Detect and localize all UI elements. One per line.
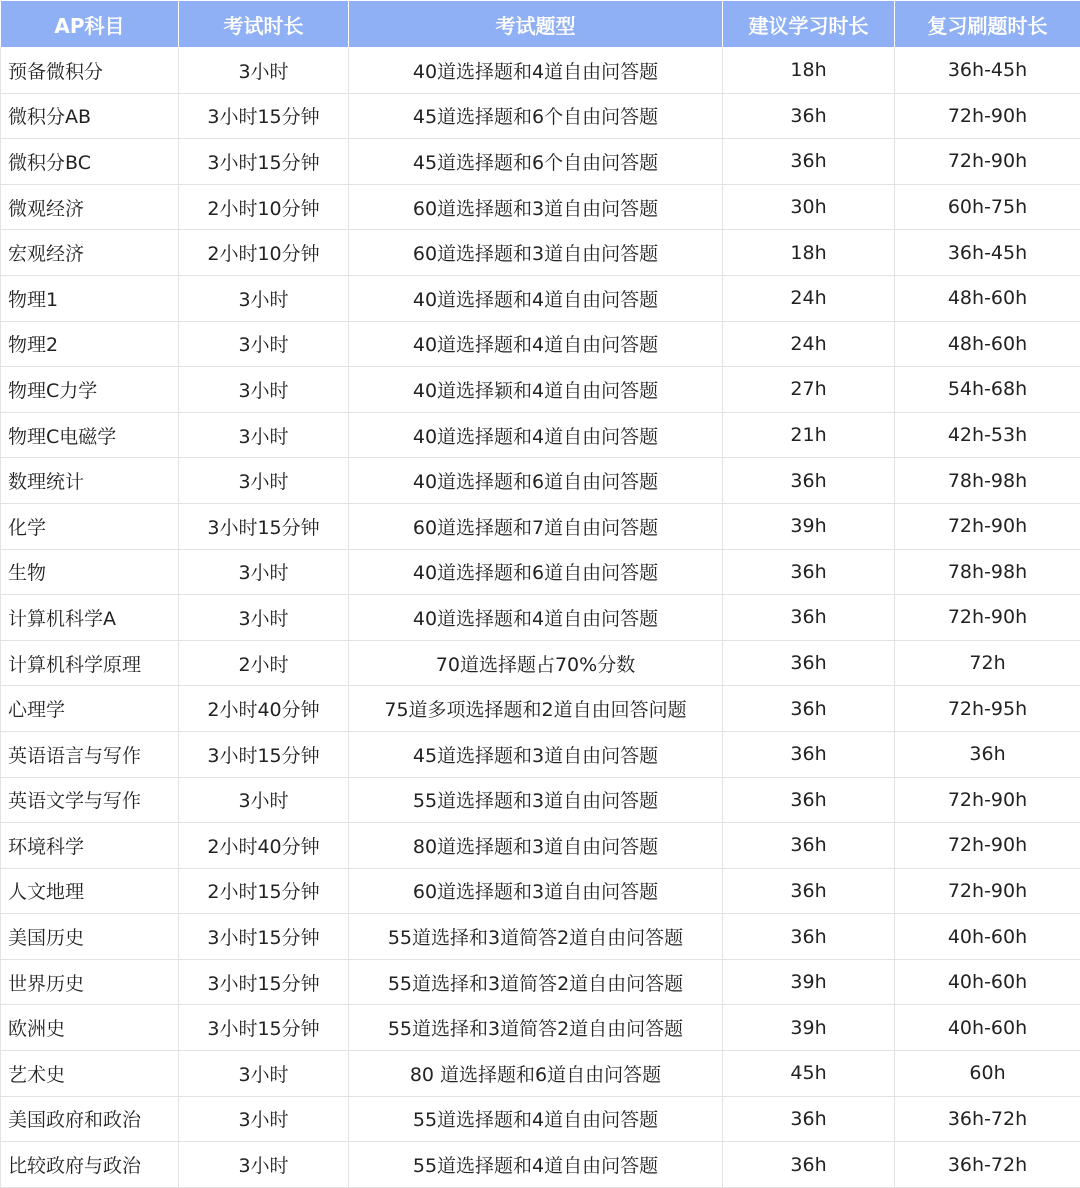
cell-study-hours: 36h <box>723 914 895 960</box>
cell-study-hours: 36h <box>723 1096 895 1142</box>
cell-review-hours: 40h-60h <box>895 1005 1080 1051</box>
cell-study-hours: 36h <box>723 93 895 139</box>
cell-exam-duration: 2小时 <box>179 640 349 686</box>
cell-question-format: 60道选择题和3道自由问答题 <box>349 184 723 230</box>
cell-question-format: 55道选择和3道简答2道自由问答题 <box>349 1005 723 1051</box>
cell-question-format: 55道选择题和4道自由问答题 <box>349 1096 723 1142</box>
cell-question-format: 55道选择题和3道自由问答题 <box>349 777 723 823</box>
cell-question-format: 80道选择题和3道自由问答题 <box>349 823 723 869</box>
cell-question-format: 55道选择题和4道自由问答题 <box>349 1142 723 1188</box>
cell-subject: 物理C力学 <box>1 367 179 413</box>
cell-exam-duration: 3小时 <box>179 412 349 458</box>
cell-question-format: 80 道选择题和6道自由问答题 <box>349 1051 723 1097</box>
cell-subject: 生物 <box>1 549 179 595</box>
table-row <box>1 640 1080 686</box>
table-row <box>1 458 1080 504</box>
cell-exam-duration: 3小时15分钟 <box>179 1005 349 1051</box>
cell-question-format: 55道选择和3道简答2道自由问答题 <box>349 959 723 1005</box>
cell-review-hours: 72h-90h <box>895 595 1080 641</box>
cell-question-format: 70道选择题占70%分数 <box>349 640 723 686</box>
cell-exam-duration: 2小时40分钟 <box>179 686 349 732</box>
cell-review-hours: 54h-68h <box>895 367 1080 413</box>
cell-question-format: 40道选择题和4道自由问答题 <box>349 321 723 367</box>
cell-study-hours: 18h <box>723 48 895 94</box>
table-row <box>1 686 1080 732</box>
cell-review-hours: 72h-95h <box>895 686 1080 732</box>
cell-exam-duration: 2小时15分钟 <box>179 868 349 914</box>
table-row <box>1 777 1080 823</box>
cell-question-format: 40道选择题和4道自由问答题 <box>349 48 723 94</box>
cell-review-hours: 40h-60h <box>895 914 1080 960</box>
cell-exam-duration: 3小时15分钟 <box>179 731 349 777</box>
header-question-format: 考试题型 <box>349 1 723 48</box>
cell-study-hours: 36h <box>723 731 895 777</box>
table-row <box>1 93 1080 139</box>
cell-study-hours: 36h <box>723 823 895 869</box>
table-row <box>1 868 1080 914</box>
cell-review-hours: 36h <box>895 731 1080 777</box>
cell-subject: 艺术史 <box>1 1051 179 1097</box>
cell-question-format: 75道多项选择题和2道自由回答问题 <box>349 686 723 732</box>
header-review-hours: 复习刷题时长 <box>895 1 1080 48</box>
table-row <box>1 1096 1080 1142</box>
cell-review-hours: 60h-75h <box>895 184 1080 230</box>
cell-subject: 英语文学与写作 <box>1 777 179 823</box>
cell-subject: 物理2 <box>1 321 179 367</box>
cell-subject: 欧洲史 <box>1 1005 179 1051</box>
cell-study-hours: 21h <box>723 412 895 458</box>
table-header-row <box>1 1 1080 48</box>
cell-subject: 英语语言与写作 <box>1 731 179 777</box>
cell-exam-duration: 3小时 <box>179 458 349 504</box>
cell-subject: 微观经济 <box>1 184 179 230</box>
table-row <box>1 1005 1080 1051</box>
cell-question-format: 40道选择题和4道自由问答题 <box>349 595 723 641</box>
table-row <box>1 412 1080 458</box>
cell-study-hours: 36h <box>723 139 895 185</box>
cell-subject: 微积分BC <box>1 139 179 185</box>
cell-exam-duration: 3小时 <box>179 549 349 595</box>
cell-exam-duration: 2小时10分钟 <box>179 184 349 230</box>
cell-study-hours: 24h <box>723 321 895 367</box>
cell-study-hours: 39h <box>723 1005 895 1051</box>
cell-review-hours: 72h-90h <box>895 503 1080 549</box>
cell-subject: 物理1 <box>1 275 179 321</box>
table-row <box>1 595 1080 641</box>
cell-question-format: 55道选择和3道简答2道自由问答题 <box>349 914 723 960</box>
cell-subject: 计算机科学原理 <box>1 640 179 686</box>
cell-exam-duration: 3小时15分钟 <box>179 93 349 139</box>
table-row <box>1 139 1080 185</box>
table-row <box>1 230 1080 276</box>
cell-question-format: 60道选择题和3道自由问答题 <box>349 230 723 276</box>
cell-study-hours: 30h <box>723 184 895 230</box>
cell-study-hours: 27h <box>723 367 895 413</box>
cell-exam-duration: 3小时 <box>179 777 349 823</box>
table-body <box>1 48 1080 1188</box>
cell-review-hours: 60h <box>895 1051 1080 1097</box>
cell-exam-duration: 3小时 <box>179 367 349 413</box>
cell-review-hours: 42h-53h <box>895 412 1080 458</box>
table-row <box>1 549 1080 595</box>
table-row <box>1 321 1080 367</box>
cell-question-format: 40道选择题和6道自由问答题 <box>349 549 723 595</box>
cell-study-hours: 39h <box>723 959 895 1005</box>
cell-review-hours: 78h-98h <box>895 549 1080 595</box>
cell-question-format: 60道选择题和3道自由问答题 <box>349 868 723 914</box>
cell-question-format: 40道选择题和6道自由问答题 <box>349 458 723 504</box>
table-row <box>1 184 1080 230</box>
table-row <box>1 48 1080 94</box>
cell-exam-duration: 3小时 <box>179 1142 349 1188</box>
cell-study-hours: 36h <box>723 686 895 732</box>
cell-review-hours: 78h-98h <box>895 458 1080 504</box>
cell-subject: 比较政府与政治 <box>1 1142 179 1188</box>
cell-study-hours: 36h <box>723 595 895 641</box>
table-row <box>1 823 1080 869</box>
cell-study-hours: 36h <box>723 1142 895 1188</box>
cell-review-hours: 36h-72h <box>895 1142 1080 1188</box>
cell-exam-duration: 3小时 <box>179 595 349 641</box>
cell-subject: 物理C电磁学 <box>1 412 179 458</box>
table-row <box>1 1051 1080 1097</box>
table-row <box>1 367 1080 413</box>
table-row <box>1 731 1080 777</box>
cell-study-hours: 39h <box>723 503 895 549</box>
cell-exam-duration: 3小时 <box>179 321 349 367</box>
cell-study-hours: 36h <box>723 640 895 686</box>
cell-study-hours: 36h <box>723 458 895 504</box>
cell-review-hours: 36h-45h <box>895 230 1080 276</box>
cell-review-hours: 72h-90h <box>895 139 1080 185</box>
table-row <box>1 503 1080 549</box>
cell-subject: 环境科学 <box>1 823 179 869</box>
cell-review-hours: 72h-90h <box>895 777 1080 823</box>
cell-exam-duration: 3小时 <box>179 48 349 94</box>
cell-question-format: 40道选择题和4道自由问答题 <box>349 412 723 458</box>
cell-study-hours: 36h <box>723 868 895 914</box>
cell-study-hours: 18h <box>723 230 895 276</box>
cell-review-hours: 36h-45h <box>895 48 1080 94</box>
header-exam-duration: 考试时长 <box>179 1 349 48</box>
header-study-hours: 建议学习时长 <box>723 1 895 48</box>
cell-exam-duration: 3小时15分钟 <box>179 139 349 185</box>
cell-question-format: 60道选择题和7道自由问答题 <box>349 503 723 549</box>
cell-review-hours: 72h-90h <box>895 823 1080 869</box>
cell-study-hours: 36h <box>723 777 895 823</box>
cell-review-hours: 36h-72h <box>895 1096 1080 1142</box>
cell-subject: 美国政府和政治 <box>1 1096 179 1142</box>
cell-exam-duration: 2小时40分钟 <box>179 823 349 869</box>
cell-subject: 化学 <box>1 503 179 549</box>
table-row <box>1 959 1080 1005</box>
cell-exam-duration: 3小时15分钟 <box>179 503 349 549</box>
cell-review-hours: 72h-90h <box>895 868 1080 914</box>
cell-subject: 美国历史 <box>1 914 179 960</box>
cell-exam-duration: 2小时10分钟 <box>179 230 349 276</box>
cell-subject: 数理统计 <box>1 458 179 504</box>
cell-exam-duration: 3小时 <box>179 1096 349 1142</box>
cell-subject: 计算机科学A <box>1 595 179 641</box>
cell-review-hours: 48h-60h <box>895 275 1080 321</box>
cell-study-hours: 45h <box>723 1051 895 1097</box>
table-row <box>1 275 1080 321</box>
cell-subject: 预备微积分 <box>1 48 179 94</box>
table-row <box>1 1142 1080 1188</box>
cell-subject: 宏观经济 <box>1 230 179 276</box>
cell-study-hours: 36h <box>723 549 895 595</box>
cell-question-format: 40道选择颖和4道自由问答题 <box>349 367 723 413</box>
cell-review-hours: 72h-90h <box>895 93 1080 139</box>
cell-question-format: 40道选择题和4道自由问答题 <box>349 275 723 321</box>
cell-review-hours: 40h-60h <box>895 959 1080 1005</box>
cell-question-format: 45道选择题和6个自由问答题 <box>349 139 723 185</box>
cell-exam-duration: 3小时15分钟 <box>179 914 349 960</box>
cell-question-format: 45道选择题和6个自由问答题 <box>349 93 723 139</box>
cell-question-format: 45道选择题和3道自由问答题 <box>349 731 723 777</box>
cell-review-hours: 72h <box>895 640 1080 686</box>
cell-subject: 心理学 <box>1 686 179 732</box>
cell-subject: 人文地理 <box>1 868 179 914</box>
header-subject: AP科目 <box>1 1 179 48</box>
cell-exam-duration: 3小时 <box>179 275 349 321</box>
cell-exam-duration: 3小时 <box>179 1051 349 1097</box>
cell-subject: 世界历史 <box>1 959 179 1005</box>
cell-exam-duration: 3小时15分钟 <box>179 959 349 1005</box>
cell-review-hours: 48h-60h <box>895 321 1080 367</box>
cell-subject: 微积分AB <box>1 93 179 139</box>
table-row <box>1 914 1080 960</box>
cell-study-hours: 24h <box>723 275 895 321</box>
